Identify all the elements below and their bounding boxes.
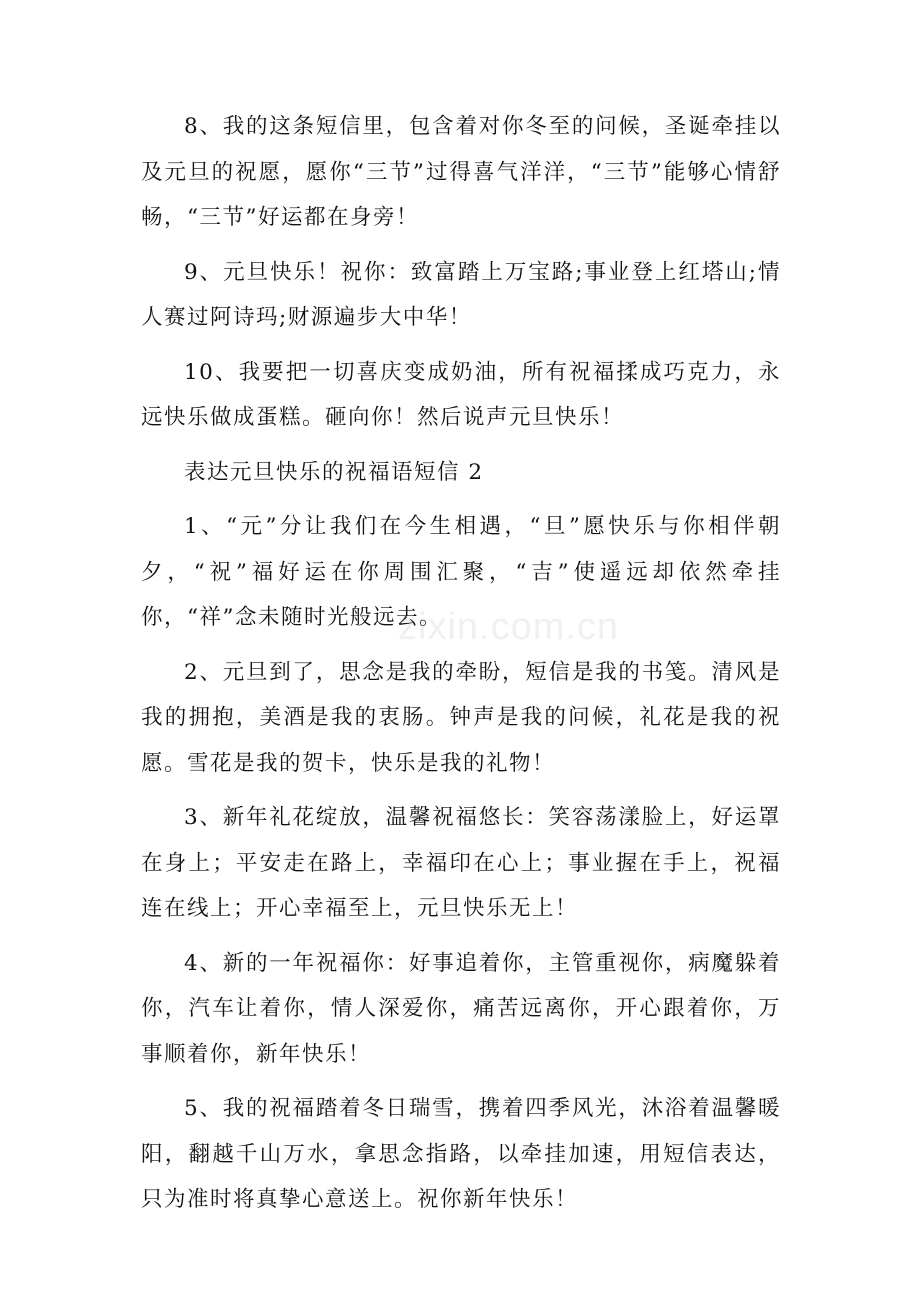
paragraph-item-5: 5、我的祝福踏着冬日瑞雪，携着四季风光，沐浴着温馨暖阳，翻越千山万水，拿思念指路，以牵挂加速，用短信表达，只为准时将真挚心意送上。祝你新年快乐！	[141, 1096, 781, 1212]
paragraph-item-1: 1、“元”分让我们在今生相遇，“旦”愿快乐与你相伴朝夕，“祝”福好运在你周围汇聚，“吉”使遥远却依然牵挂你，“祥”念未随时光般远去。	[141, 514, 781, 630]
paragraph-item-2: 2、元旦到了，思念是我的牵盼，短信是我的书笺。清风是我的拥抱，美酒是我的衷肠。钟声是我的问候，礼花是我的祝愿。雪花是我的贺卡，快乐是我的礼物！	[141, 659, 781, 776]
paragraph-item-3: 3、新年礼花绽放，温馨祝福悠长：笑容荡漾脸上，好运罩在身上；平安走在路上，幸福印在心上；事业握在手上，祝福连在线上；开心幸福至上，元旦快乐无上！	[141, 805, 781, 921]
watermark: zixin.com.cn	[398, 606, 620, 648]
paragraph-item-9: 9、元旦快乐！祝你：致富踏上万宝路;事业登上红塔山;情人赛过阿诗玛;财源遍步大中华！	[141, 259, 781, 330]
paragraph-item-10: 10、我要把一切喜庆变成奶油，所有祝福揉成巧克力，永远快乐做成蛋糕。砸向你！然后说声元旦快乐！	[141, 359, 781, 430]
paragraph-item-8: 8、我的这条短信里，包含着对你冬至的问候，圣诞牵挂以及元旦的祝愿，愿你“三节”过得喜气洋洋，“三节”能够心情舒畅，“三节”好运都在身旁！	[141, 114, 781, 230]
document-body	[141, 104, 781, 1232]
section-heading: 表达元旦快乐的祝福语短信 2	[184, 459, 484, 485]
paragraph-item-4: 4、新的一年祝福你：好事追着你，主管重视你，病魔躲着你，汽车让着你，情人深爱你，痛苦远离你，开心跟着你，万事顺着你，新年快乐！	[141, 950, 781, 1067]
